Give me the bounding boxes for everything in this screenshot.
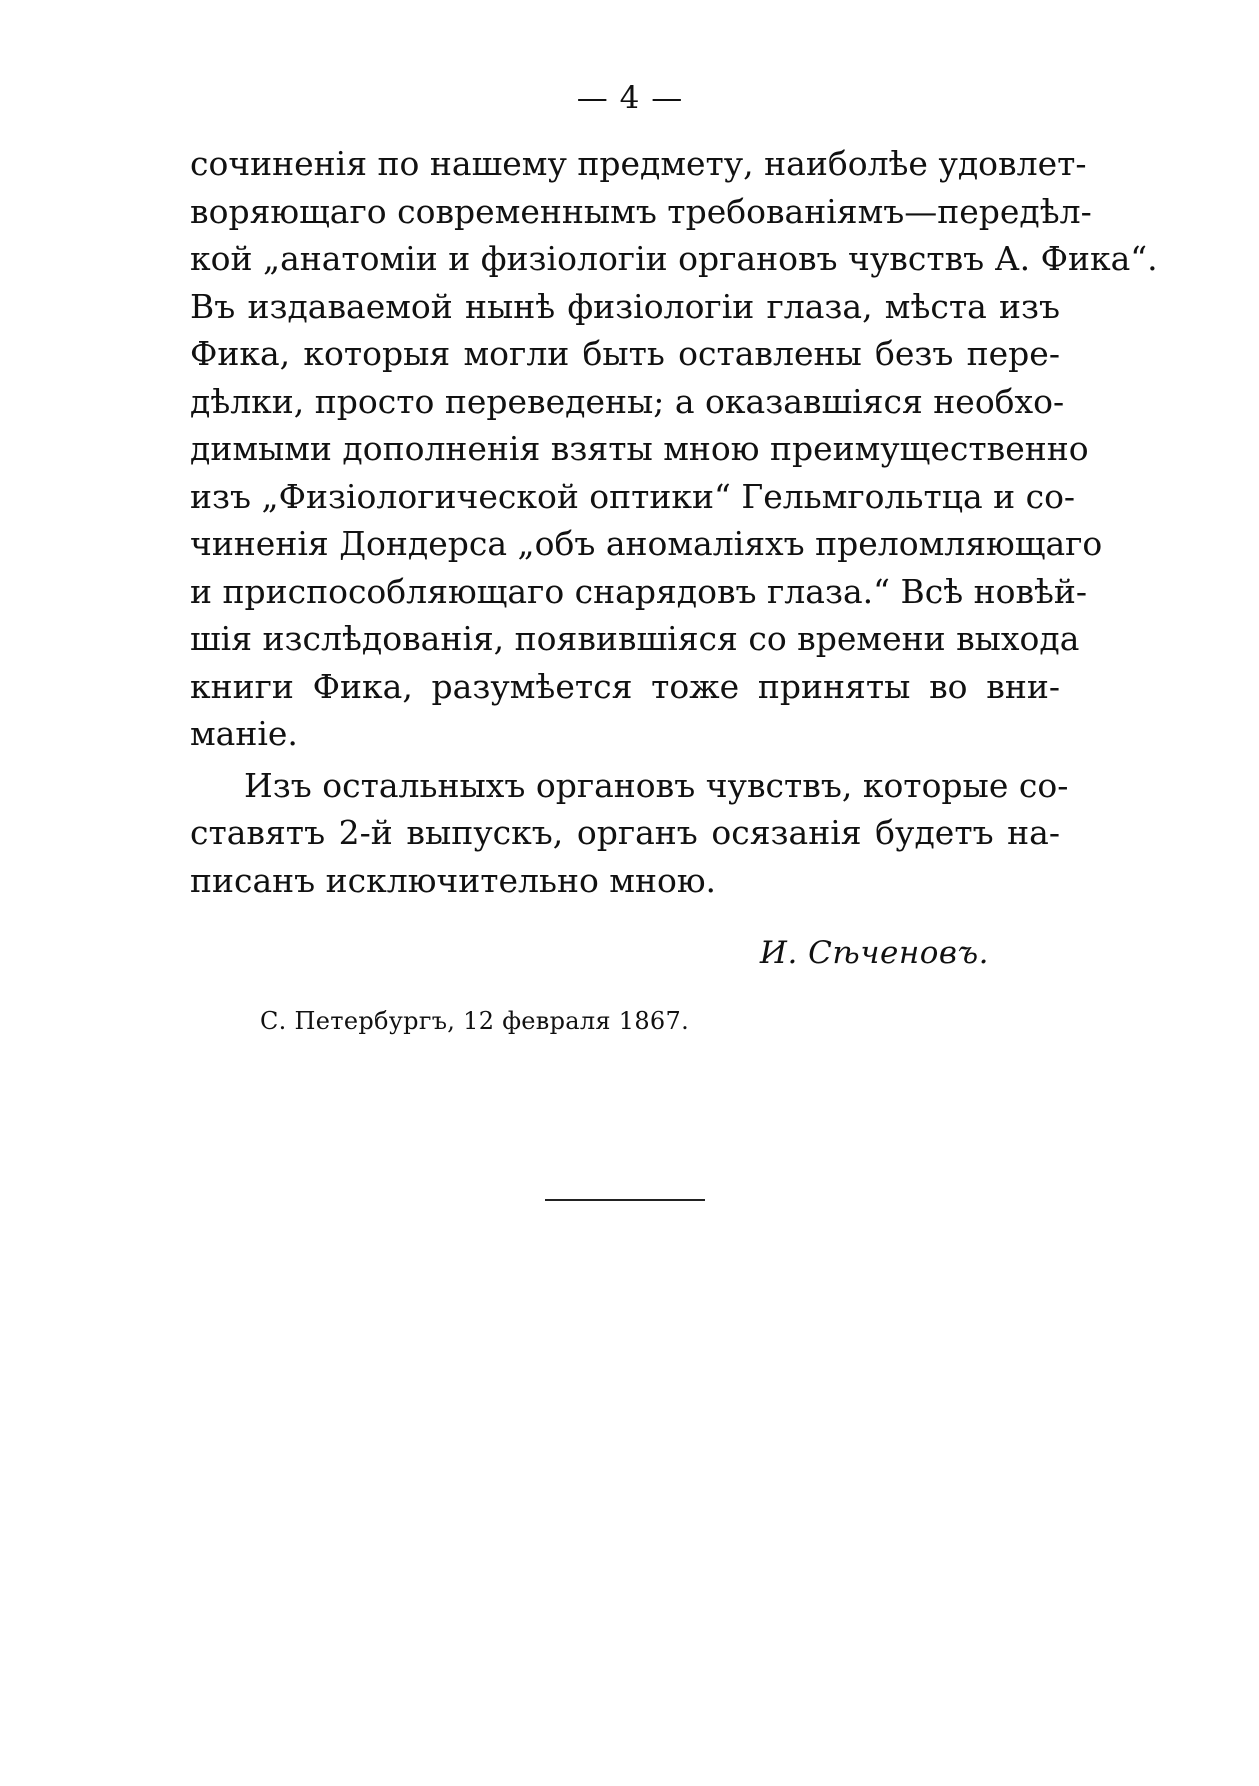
- text-line: Изъ остальныхъ органовъ чувствъ, которые со-: [244, 765, 1069, 805]
- text-line: воряющаго современнымъ требованіямъ—передѣл-: [190, 191, 1092, 231]
- closing-rule: [545, 1199, 705, 1201]
- paragraph-1: [190, 140, 1158, 758]
- text-line: кой „анатоміи и физіологіи органовъ чувствъ А. Фика“.: [190, 239, 1158, 278]
- text-line: и приспособляющаго снарядовъ глаза.“ Всѣ новѣй-: [190, 571, 1088, 611]
- text-line: книги Фика, разумѣется тоже приняты во вни-: [190, 666, 1060, 706]
- body-text: [190, 140, 1158, 904]
- text-line: димыми дополненія взяты мною преимущественно: [190, 429, 1089, 468]
- text-line: писанъ исключительно мною.: [190, 860, 717, 900]
- text-line: Въ издаваемой нынѣ физіологіи глаза, мѣста изъ: [190, 286, 1060, 326]
- page-number: — 4 —: [576, 80, 684, 116]
- text-line: изъ „Физіологической оптики“ Гельмгольтца и со-: [190, 476, 1076, 516]
- text-line: дѣлки, просто переведены; а оказавшіяся необхо-: [190, 381, 1065, 421]
- text-line: чиненія Дондерса „объ аномаліяхъ преломляющаго: [190, 524, 1103, 563]
- paragraph-2: [190, 762, 1069, 905]
- text-line: Фика, которыя могли быть оставлены безъ пере-: [190, 334, 1060, 373]
- author-signature: И. Сѣченовъ.: [759, 935, 989, 971]
- place-and-date: С. Петербургъ, 12 февраля 1867.: [260, 1007, 689, 1035]
- text-line: сочиненія по нашему предмету, наиболѣе удовлет-: [190, 144, 1087, 183]
- text-line: шія изслѣдованія, появившіяся со времени выхода: [190, 619, 1080, 658]
- text-line: ставятъ 2-й выпускъ, органъ осязанія будетъ на-: [190, 813, 1060, 852]
- text-line: маніе.: [190, 714, 298, 753]
